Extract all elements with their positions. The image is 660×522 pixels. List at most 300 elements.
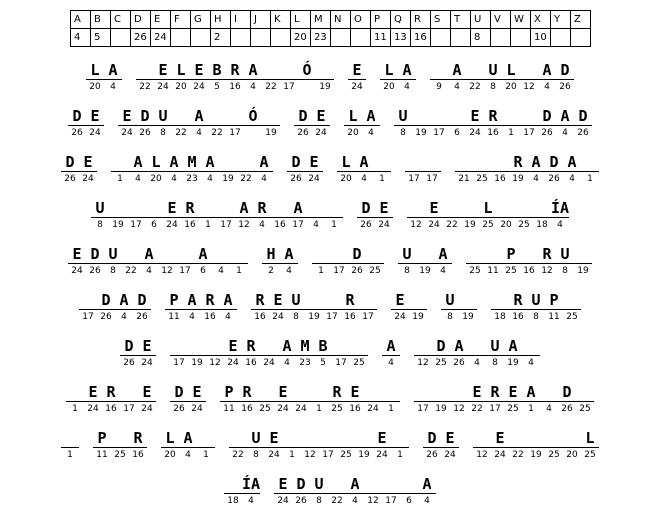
letter-cell[interactable] <box>165 154 183 190</box>
letter-cell[interactable] <box>563 292 581 328</box>
letter-cell[interactable] <box>486 384 504 420</box>
letter-cell[interactable] <box>330 246 348 282</box>
letter-cell[interactable] <box>165 292 183 328</box>
letter-cell[interactable] <box>219 292 237 328</box>
letter-cell[interactable] <box>61 430 79 466</box>
cell-code-number: 20 <box>175 82 187 92</box>
letter-cell[interactable] <box>405 154 423 190</box>
letter-cell[interactable] <box>455 154 473 190</box>
letter-cell[interactable] <box>158 246 176 282</box>
letter-cell[interactable] <box>68 108 86 144</box>
letter-cell[interactable] <box>161 430 179 466</box>
letter-cell[interactable] <box>432 338 450 374</box>
cell-letter <box>576 384 594 402</box>
letter-cell[interactable] <box>287 154 305 190</box>
letter-cell[interactable] <box>111 154 129 190</box>
letter-cell[interactable] <box>416 246 434 282</box>
letter-cell[interactable] <box>414 338 432 374</box>
letter-cell[interactable] <box>244 62 262 98</box>
letter-cell[interactable] <box>201 154 219 190</box>
cell-code-number: 24 <box>89 128 101 138</box>
letter-cell[interactable] <box>129 430 147 466</box>
letter-cell[interactable] <box>91 200 109 236</box>
cell-letter <box>158 246 176 264</box>
letter-cell[interactable] <box>394 108 412 144</box>
letter-cell[interactable] <box>533 200 551 236</box>
letter-cell[interactable] <box>418 476 436 512</box>
letter-cell[interactable] <box>468 384 486 420</box>
cell-code-number: 26 <box>89 266 101 276</box>
letter-cell[interactable] <box>206 338 224 374</box>
cell-code-number: 1 <box>388 404 394 414</box>
letter-cell[interactable] <box>364 476 382 512</box>
cell-code-number: 17 <box>220 220 232 230</box>
cell-letter: A <box>244 62 262 80</box>
letter-cell[interactable] <box>68 246 86 282</box>
cell-letter <box>262 62 280 80</box>
letter-cell[interactable] <box>357 200 375 236</box>
letter-cell[interactable] <box>366 246 384 282</box>
letter-cell[interactable] <box>448 108 466 144</box>
letter-cell[interactable] <box>581 154 599 190</box>
letter-cell[interactable] <box>382 476 400 512</box>
letter-cell[interactable] <box>556 62 574 98</box>
letter-cell[interactable] <box>136 108 154 144</box>
letter-cell[interactable] <box>355 154 373 190</box>
letter-cell[interactable] <box>545 430 563 466</box>
letter-cell[interactable] <box>486 338 504 374</box>
letter-cell[interactable] <box>86 62 104 98</box>
letter-cell[interactable] <box>504 384 522 420</box>
letter-cell[interactable] <box>328 384 346 420</box>
cell-letter: D <box>545 154 563 172</box>
letter-cell[interactable] <box>199 200 217 236</box>
letter-cell[interactable] <box>145 200 163 236</box>
letter-cell[interactable] <box>520 62 538 98</box>
letter-cell[interactable] <box>461 200 479 236</box>
cell-letter: U <box>394 108 412 126</box>
cell-letter: E <box>269 292 287 310</box>
letter-cell[interactable] <box>66 384 84 420</box>
letter-cell[interactable] <box>556 108 574 144</box>
letter-cell[interactable] <box>473 154 491 190</box>
cell-code-number: 1 <box>397 450 403 460</box>
letter-cell[interactable] <box>466 108 484 144</box>
letter-cell[interactable] <box>181 200 199 236</box>
letter-cell[interactable] <box>509 292 527 328</box>
cell-code-number: 19 <box>112 220 124 230</box>
letter-cell[interactable] <box>412 108 430 144</box>
letter-cell[interactable] <box>348 62 366 98</box>
letter-cell[interactable] <box>147 154 165 190</box>
letter-cell[interactable] <box>527 154 545 190</box>
letter-cell[interactable] <box>522 338 540 374</box>
letter-cell[interactable] <box>527 430 545 466</box>
letter-cell[interactable] <box>183 154 201 190</box>
letter-cell[interactable] <box>176 246 194 282</box>
letter-cell[interactable] <box>280 246 298 282</box>
letter-cell[interactable] <box>97 292 115 328</box>
cell-code-number: 8 <box>160 128 166 138</box>
letter-cell[interactable] <box>278 338 296 374</box>
letter-cell[interactable] <box>292 384 310 420</box>
letter-cell[interactable] <box>574 246 592 282</box>
letter-cell[interactable] <box>86 246 104 282</box>
cell-code-number: 4 <box>557 220 563 230</box>
letter-cell[interactable] <box>312 108 330 144</box>
letter-cell[interactable] <box>163 200 181 236</box>
letter-cell[interactable] <box>280 62 298 98</box>
letter-cell[interactable] <box>133 292 151 328</box>
letter-cell[interactable] <box>104 62 122 98</box>
letter-cell[interactable] <box>208 62 226 98</box>
letter-cell[interactable] <box>274 476 292 512</box>
cell-code-number: 24 <box>268 450 280 460</box>
letter-cell[interactable] <box>400 476 418 512</box>
letter-cell[interactable] <box>102 384 120 420</box>
letter-cell[interactable] <box>359 292 377 328</box>
letter-cell[interactable] <box>235 200 253 236</box>
letter-cell[interactable] <box>154 108 172 144</box>
cell-letter <box>459 292 477 310</box>
cell-letter: A <box>140 246 158 264</box>
letter-cell[interactable] <box>450 384 468 420</box>
letter-cell[interactable] <box>208 108 226 144</box>
letter-cell[interactable] <box>219 154 237 190</box>
letter-cell[interactable] <box>262 108 280 144</box>
cell-letter: D <box>357 200 375 218</box>
letter-cell[interactable] <box>382 338 400 374</box>
letter-cell[interactable] <box>104 246 122 282</box>
letter-cell[interactable] <box>217 200 235 236</box>
letter-cell[interactable] <box>262 246 280 282</box>
cell-letter <box>66 384 84 402</box>
cell-code-number: 8 <box>562 266 568 276</box>
letter-cell[interactable] <box>118 108 136 144</box>
letter-cell[interactable] <box>319 430 337 466</box>
letter-cell[interactable] <box>551 200 569 236</box>
letter-cell[interactable] <box>497 200 515 236</box>
key-number: 23 <box>311 29 331 47</box>
letter-cell[interactable] <box>115 292 133 328</box>
puzzle-word <box>455 154 599 190</box>
cell-code-number: 16 <box>245 358 257 368</box>
letter-cell[interactable] <box>120 338 138 374</box>
letter-cell[interactable] <box>251 292 269 328</box>
letter-cell[interactable] <box>294 108 312 144</box>
letter-cell[interactable] <box>459 292 477 328</box>
puzzle-word <box>136 62 334 98</box>
letter-cell[interactable] <box>301 430 319 466</box>
letter-cell[interactable] <box>170 338 188 374</box>
letter-cell[interactable] <box>190 62 208 98</box>
letter-cell[interactable] <box>136 62 154 98</box>
letter-cell[interactable] <box>242 476 260 512</box>
cell-code-number: 24 <box>315 128 327 138</box>
cell-letter <box>206 338 224 356</box>
letter-cell[interactable] <box>224 476 242 512</box>
letter-cell[interactable] <box>364 384 382 420</box>
letter-cell[interactable] <box>274 384 292 420</box>
cell-letter: A <box>556 108 574 126</box>
cell-letter <box>581 154 599 172</box>
letter-cell[interactable] <box>255 154 273 190</box>
letter-cell[interactable] <box>398 62 416 98</box>
letter-cell[interactable] <box>538 108 556 144</box>
letter-cell[interactable] <box>538 246 556 282</box>
letter-cell[interactable] <box>129 154 147 190</box>
letter-cell[interactable] <box>109 200 127 236</box>
letter-cell[interactable] <box>450 338 468 374</box>
letter-cell[interactable] <box>179 430 197 466</box>
letter-cell[interactable] <box>479 200 497 236</box>
letter-cell[interactable] <box>154 62 172 98</box>
letter-cell[interactable] <box>346 384 364 420</box>
letter-cell[interactable] <box>545 154 563 190</box>
puzzle-word <box>466 246 592 282</box>
cell-code-number: 16 <box>344 312 356 322</box>
letter-cell[interactable] <box>466 246 484 282</box>
cell-code-number: 17 <box>417 404 429 414</box>
letter-cell[interactable] <box>362 108 380 144</box>
letter-cell[interactable] <box>226 108 244 144</box>
letter-cell[interactable] <box>425 200 443 236</box>
cell-letter <box>325 200 343 218</box>
letter-cell[interactable] <box>138 384 156 420</box>
letter-cell[interactable] <box>212 246 230 282</box>
cell-letter <box>491 154 509 172</box>
letter-cell[interactable] <box>298 62 316 98</box>
letter-cell[interactable] <box>296 338 314 374</box>
letter-cell[interactable] <box>120 384 138 420</box>
letter-cell[interactable] <box>491 154 509 190</box>
letter-cell[interactable] <box>307 200 325 236</box>
letter-cell[interactable] <box>188 384 206 420</box>
letter-cell[interactable] <box>348 246 366 282</box>
key-letter: L <box>291 11 311 29</box>
letter-cell[interactable] <box>86 108 104 144</box>
letter-cell[interactable] <box>432 384 450 420</box>
letter-cell[interactable] <box>430 62 448 98</box>
letter-cell[interactable] <box>545 292 563 328</box>
cell-code-number: 17 <box>335 358 347 368</box>
letter-cell[interactable] <box>558 384 576 420</box>
letter-cell[interactable] <box>556 246 574 282</box>
letter-cell[interactable] <box>305 292 323 328</box>
letter-cell[interactable] <box>502 108 520 144</box>
letter-cell[interactable] <box>380 62 398 98</box>
letter-cell[interactable] <box>316 62 334 98</box>
letter-cell[interactable] <box>355 430 373 466</box>
letter-cell[interactable] <box>466 62 484 98</box>
cell-code-number: 5 <box>320 358 326 368</box>
letter-cell[interactable] <box>269 292 287 328</box>
cell-code-number: 1 <box>203 450 209 460</box>
letter-cell[interactable] <box>323 292 341 328</box>
cell-letter: R <box>242 338 260 356</box>
puzzle-line <box>0 108 660 154</box>
cell-code-number: 17 <box>292 220 304 230</box>
letter-cell[interactable] <box>188 338 206 374</box>
letter-cell[interactable] <box>398 246 416 282</box>
letter-cell[interactable] <box>373 154 391 190</box>
letter-cell[interactable] <box>283 430 301 466</box>
cell-letter: R <box>538 246 556 264</box>
letter-cell[interactable] <box>423 154 441 190</box>
letter-cell[interactable] <box>522 384 540 420</box>
letter-cell[interactable] <box>484 62 502 98</box>
letter-cell[interactable] <box>138 338 156 374</box>
cell-letter: L <box>502 62 520 80</box>
letter-cell[interactable] <box>122 246 140 282</box>
puzzle-word <box>61 154 97 190</box>
cell-letter: Ó <box>298 62 316 80</box>
cell-code-number: 19 <box>530 450 542 460</box>
cell-letter: E <box>84 384 102 402</box>
letter-cell[interactable] <box>194 246 212 282</box>
puzzle-word <box>161 430 215 466</box>
cell-code-number: 4 <box>546 404 552 414</box>
letter-cell[interactable] <box>289 200 307 236</box>
letter-cell[interactable] <box>140 246 158 282</box>
letter-cell[interactable] <box>256 384 274 420</box>
letter-cell[interactable] <box>337 430 355 466</box>
letter-cell[interactable] <box>337 154 355 190</box>
letter-cell[interactable] <box>502 246 520 282</box>
letter-cell[interactable] <box>443 200 461 236</box>
letter-cell[interactable] <box>111 430 129 466</box>
letter-cell[interactable] <box>310 384 328 420</box>
letter-cell[interactable] <box>84 384 102 420</box>
letter-cell[interactable] <box>563 154 581 190</box>
letter-cell[interactable] <box>574 108 592 144</box>
letter-cell[interactable] <box>473 430 491 466</box>
letter-cell[interactable] <box>540 384 558 420</box>
letter-cell[interactable] <box>305 154 323 190</box>
letter-cell[interactable] <box>382 384 400 420</box>
letter-cell[interactable] <box>391 292 409 328</box>
letter-cell[interactable] <box>391 430 409 466</box>
cell-code-number: 24 <box>277 496 289 506</box>
cell-code-number: 4 <box>440 266 446 276</box>
letter-cell[interactable] <box>127 200 145 236</box>
letter-cell[interactable] <box>224 338 242 374</box>
letter-cell[interactable] <box>287 292 305 328</box>
letter-cell[interactable] <box>484 246 502 282</box>
letter-cell[interactable] <box>441 430 459 466</box>
letter-cell[interactable] <box>409 292 427 328</box>
cell-letter: A <box>355 154 373 172</box>
letter-cell[interactable] <box>220 384 238 420</box>
letter-cell[interactable] <box>197 430 215 466</box>
letter-cell[interactable] <box>423 430 441 466</box>
letter-cell[interactable] <box>312 246 330 282</box>
cell-letter <box>409 292 427 310</box>
letter-cell[interactable] <box>448 62 466 98</box>
letter-cell[interactable] <box>341 292 359 328</box>
letter-cell[interactable] <box>373 430 391 466</box>
letter-cell[interactable] <box>271 200 289 236</box>
letter-cell[interactable] <box>350 338 368 374</box>
letter-cell[interactable] <box>292 476 310 512</box>
letter-cell[interactable] <box>468 338 486 374</box>
letter-cell[interactable] <box>328 476 346 512</box>
letter-cell[interactable] <box>344 108 362 144</box>
letter-cell[interactable] <box>527 292 545 328</box>
letter-cell[interactable] <box>441 292 459 328</box>
letter-cell[interactable] <box>265 430 283 466</box>
letter-cell[interactable] <box>520 246 538 282</box>
letter-cell[interactable] <box>332 338 350 374</box>
cell-code-number: 26 <box>123 358 135 368</box>
letter-cell[interactable] <box>201 292 219 328</box>
letter-cell[interactable] <box>183 292 201 328</box>
letter-cell[interactable] <box>484 108 502 144</box>
letter-cell[interactable] <box>238 384 256 420</box>
letter-cell[interactable] <box>520 108 538 144</box>
letter-cell[interactable] <box>576 384 594 420</box>
letter-cell[interactable] <box>515 200 533 236</box>
letter-cell[interactable] <box>230 246 248 282</box>
letter-cell[interactable] <box>172 62 190 98</box>
letter-cell[interactable] <box>226 62 244 98</box>
letter-cell[interactable] <box>190 108 208 144</box>
cell-letter <box>229 430 247 448</box>
letter-cell[interactable] <box>509 154 527 190</box>
letter-cell[interactable] <box>61 154 79 190</box>
letter-cell[interactable] <box>253 200 271 236</box>
letter-cell[interactable] <box>407 200 425 236</box>
cell-code-number: 22 <box>512 450 524 460</box>
letter-cell[interactable] <box>430 108 448 144</box>
letter-cell[interactable] <box>538 62 556 98</box>
letter-cell[interactable] <box>504 338 522 374</box>
key-letter: Q <box>391 11 411 29</box>
letter-cell[interactable] <box>260 338 278 374</box>
puzzle-word <box>348 62 366 98</box>
cell-code-number: 4 <box>404 82 410 92</box>
letter-cell[interactable] <box>262 62 280 98</box>
letter-cell[interactable] <box>79 292 97 328</box>
letter-cell[interactable] <box>491 292 509 328</box>
letter-cell[interactable] <box>237 154 255 190</box>
letter-cell[interactable] <box>491 430 509 466</box>
letter-cell[interactable] <box>414 384 432 420</box>
letter-cell[interactable] <box>170 384 188 420</box>
letter-cell[interactable] <box>502 62 520 98</box>
letter-cell[interactable] <box>346 476 364 512</box>
letter-cell[interactable] <box>244 108 262 144</box>
letter-cell[interactable] <box>229 430 247 466</box>
letter-cell[interactable] <box>242 338 260 374</box>
letter-cell[interactable] <box>93 430 111 466</box>
letter-cell[interactable] <box>172 108 190 144</box>
letter-cell[interactable] <box>434 246 452 282</box>
cell-code-number: 19 <box>265 128 277 138</box>
letter-cell[interactable] <box>509 430 527 466</box>
letter-cell[interactable] <box>247 430 265 466</box>
letter-cell[interactable] <box>563 430 581 466</box>
letter-cell[interactable] <box>310 476 328 512</box>
cell-code-number: 4 <box>189 312 195 322</box>
letter-cell[interactable] <box>314 338 332 374</box>
cell-letter <box>423 154 441 172</box>
letter-cell[interactable] <box>375 200 393 236</box>
letter-cell[interactable] <box>79 154 97 190</box>
letter-cell[interactable] <box>325 200 343 236</box>
cell-letter: A <box>527 154 545 172</box>
letter-cell[interactable] <box>581 430 599 466</box>
